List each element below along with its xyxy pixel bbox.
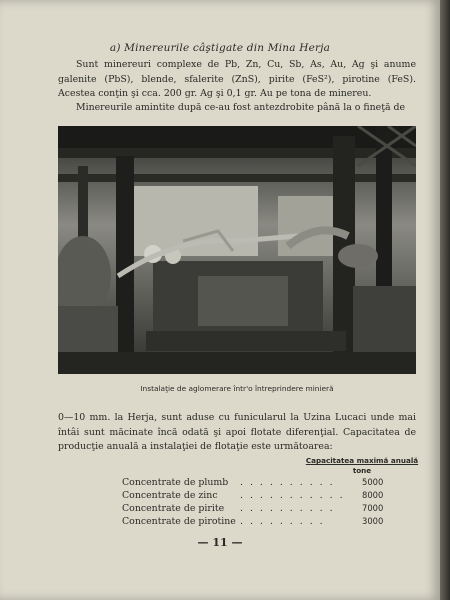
paragraph-crushing: Minereurile amintite după ce-au fost antezdrobite până la o fineţă de	[76, 102, 406, 113]
photo-caption: Instalaţie de aglomerare într'o întreprindere minieră	[140, 384, 334, 393]
row-label: Concentrate de zinc	[122, 490, 218, 501]
row-value: 8000	[362, 490, 384, 500]
paragraph-minerals: Sunt minereuri complexe de Pb, Zn, Cu, Sb, As, Au, Ag şi anume galenite (PbS), blende, sfalerite (ZnS), pirite (FeS²), pirotine (FeS). Acestea conţin şi cca. 200 gr. Ag şi 0,1 gr. Au pe tona de minereu.	[58, 59, 416, 99]
row-leader-dots: . . . . . . . . . .	[240, 477, 335, 488]
photo-aglomeration-plant	[58, 126, 416, 374]
capacity-column-title: Capacitatea maximă anuală	[305, 456, 419, 465]
paragraph-flotation: 0—10 mm. la Herja, sunt aduse cu funicularul la Uzina Lucaci unde mai întâi sunt măcinate încă odată şi apoi flotate diferenţial. Capacitatea de producţie anuală a instalaţiei de flotaţie este următoarea:	[58, 412, 416, 452]
row-label: Concentrate de plumb	[122, 477, 229, 488]
row-leader-dots: . . . . . . . . . .	[240, 503, 335, 514]
row-label: Concentrate de pirite	[122, 503, 225, 514]
page-number: — 11 —	[197, 536, 243, 549]
row-value: 5000	[362, 477, 384, 487]
capacity-table-header	[296, 456, 428, 475]
capacity-unit: tone	[352, 466, 372, 475]
table-row	[122, 490, 384, 503]
row-value: 7000	[362, 503, 384, 513]
plant-photo-illustration	[58, 126, 416, 374]
row-value: 3000	[362, 516, 384, 526]
table-row	[122, 503, 384, 516]
row-label: Concentrate de pirotine	[122, 516, 236, 527]
table-row	[122, 516, 384, 529]
row-leader-dots: . . . . . . . . .	[240, 516, 325, 527]
section-heading: a) Minereurile câştigate din Mina Herja	[109, 42, 331, 54]
page-edge-shadow	[440, 0, 450, 600]
row-leader-dots: . . . . . . . . . . .	[240, 490, 345, 501]
table-row	[122, 477, 384, 490]
